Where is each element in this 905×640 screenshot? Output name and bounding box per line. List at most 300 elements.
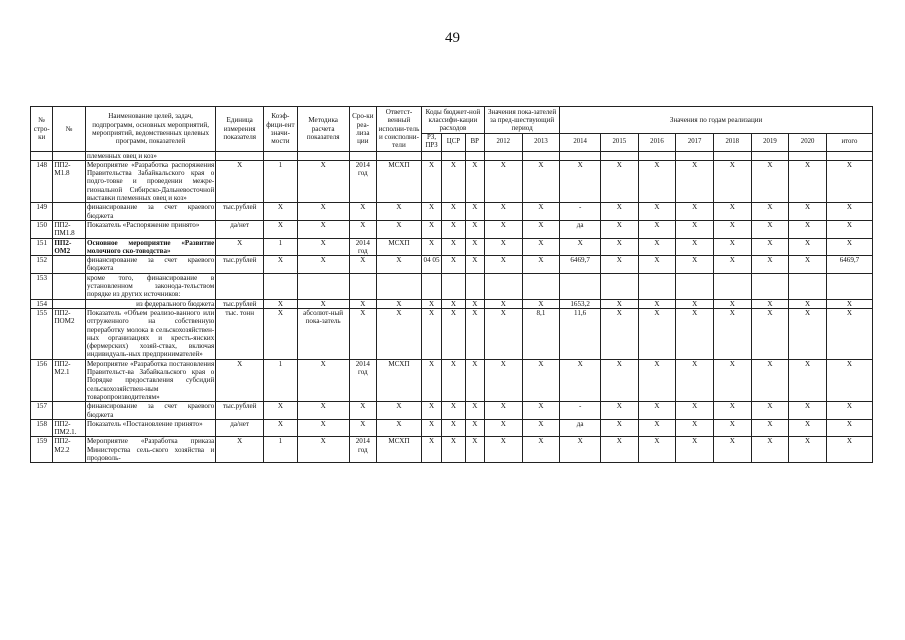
unit-cell: X xyxy=(216,437,264,463)
term-cell: X xyxy=(349,419,376,437)
value-cell-2016: X xyxy=(638,299,676,308)
code-cell xyxy=(53,402,86,420)
name-cell: финансирование за счет краевого бюджета xyxy=(86,256,215,273)
value-cell-2012: X xyxy=(484,437,522,463)
budget-vr-cell: X xyxy=(465,299,484,308)
name-cell: кроме того, финансирование в установленном законода-тельством порядке из других источников: xyxy=(86,273,215,299)
code-cell: ПП2-ПОМ2 xyxy=(53,308,86,359)
value-cell-2013: X xyxy=(522,402,560,420)
value-cell-2019: X xyxy=(751,256,789,274)
total-cell: X xyxy=(826,299,872,308)
value-cell-2018: X xyxy=(713,359,751,401)
budget-csr-cell xyxy=(442,273,465,299)
header-budget-rz: РЗ, ПРЗ xyxy=(421,134,441,152)
value-cell-2018: X xyxy=(713,203,751,221)
row-number-cell: 153 xyxy=(31,273,53,299)
name-cell: Основное мероприятие «Развитие молочного ско-товодства» xyxy=(86,238,215,255)
header-year: 2018 xyxy=(713,134,751,152)
table-body xyxy=(31,151,873,463)
value-cell-2017: X xyxy=(676,359,714,401)
responsible-cell: X xyxy=(377,203,422,221)
budget-csr-cell xyxy=(442,151,465,160)
code-cell: ПП2-М2.2 xyxy=(53,437,86,463)
value-cell-2020: X xyxy=(789,160,827,202)
name-cell: финансирование за счет краевого бюджета xyxy=(86,402,215,419)
value-cell-2014: 1653,2 xyxy=(560,299,601,308)
code-cell xyxy=(53,273,86,299)
budget-rz-cell: X xyxy=(421,359,441,401)
table-row xyxy=(31,359,873,401)
value-cell-2012 xyxy=(484,151,522,160)
header-row-no: № стро-ки xyxy=(31,107,53,152)
responsible-cell: МСХП xyxy=(377,359,422,401)
term-cell: X xyxy=(349,299,376,308)
budget-csr-cell: X xyxy=(442,299,465,308)
unit-cell: X xyxy=(216,359,264,401)
budget-rz-cell: X xyxy=(421,238,441,256)
value-cell-2019 xyxy=(751,273,789,299)
value-cell-2012: X xyxy=(484,299,522,308)
value-cell-2013: X xyxy=(522,299,560,308)
value-cell-2018: X xyxy=(713,402,751,420)
value-cell-2016 xyxy=(638,151,676,160)
total-cell: X xyxy=(826,160,872,202)
value-cell-2020: X xyxy=(789,308,827,359)
value-cell-2015: X xyxy=(600,238,638,256)
value-cell-2015: X xyxy=(600,437,638,463)
header-budget-csr: ЦСР xyxy=(442,134,465,152)
budget-vr-cell: X xyxy=(465,238,484,256)
header-method: Методика расчета показателя xyxy=(297,107,349,152)
code-cell: ПП2-ПМ1.8 xyxy=(53,220,86,238)
value-cell-2012: X xyxy=(484,160,522,202)
value-cell-2013: X xyxy=(522,419,560,437)
name-cell: Показатель «Постановление принято» xyxy=(85,419,215,437)
table-row xyxy=(31,203,873,221)
coef-cell: X xyxy=(264,256,298,274)
term-cell: 2014 год xyxy=(349,238,376,256)
code-cell xyxy=(53,203,86,221)
unit-cell: тыс.рублей xyxy=(216,256,264,274)
value-cell-2012: X xyxy=(484,308,522,359)
value-cell-2015: X xyxy=(600,160,638,202)
value-cell-2019: X xyxy=(751,308,789,359)
value-cell-2016: X xyxy=(638,160,676,202)
header-name: Наименование целей, задач, подпрограмм, основных мероприятий, мероприятий, ведомственных целевых программ, показателей xyxy=(85,107,215,152)
value-cell-2020: X xyxy=(789,402,827,420)
value-cell-2013 xyxy=(522,273,560,299)
total-cell: X xyxy=(826,419,872,437)
coef-cell: X xyxy=(264,203,298,221)
header-year: 2017 xyxy=(676,134,714,152)
unit-cell: X xyxy=(216,238,264,256)
value-cell-2018: X xyxy=(713,220,751,238)
method-cell: X xyxy=(297,160,349,202)
value-cell-2014: - xyxy=(560,402,601,420)
responsible-cell xyxy=(377,151,422,160)
header-coef: Коэф-фици-ент значи-мости xyxy=(264,107,298,152)
row-number-cell: 151 xyxy=(31,238,53,256)
value-cell-2012: X xyxy=(484,402,522,420)
budget-vr-cell: X xyxy=(465,256,484,274)
value-cell-2015: X xyxy=(600,299,638,308)
total-cell: X xyxy=(826,437,872,463)
value-cell-2020: X xyxy=(789,437,827,463)
responsible-cell: МСХП xyxy=(377,437,422,463)
value-cell-2020 xyxy=(789,151,827,160)
table-row xyxy=(31,308,873,359)
value-cell-2017: X xyxy=(676,256,714,274)
value-cell-2017: X xyxy=(676,238,714,256)
row-number-cell: 150 xyxy=(31,220,53,238)
row-number-cell: 152 xyxy=(31,256,53,274)
total-cell xyxy=(826,151,872,160)
budget-vr-cell xyxy=(465,151,484,160)
value-cell-2016 xyxy=(638,273,676,299)
total-cell: X xyxy=(826,220,872,238)
total-cell: 6469,7 xyxy=(826,256,872,274)
header-year: 2016 xyxy=(638,134,676,152)
method-cell: X xyxy=(297,220,349,238)
row-number-cell: 157 xyxy=(31,402,53,420)
value-cell-2017: X xyxy=(676,160,714,202)
value-cell-2012: X xyxy=(484,359,522,401)
value-cell-2017 xyxy=(676,273,714,299)
value-cell-2019: X xyxy=(751,299,789,308)
value-cell-2016: X xyxy=(638,359,676,401)
method-cell xyxy=(297,273,349,299)
budget-vr-cell: X xyxy=(465,160,484,202)
header-year: 2013 xyxy=(522,134,560,152)
responsible-cell: X xyxy=(377,419,422,437)
value-cell-2014: X xyxy=(560,238,601,256)
term-cell xyxy=(349,273,376,299)
value-cell-2017: X xyxy=(676,203,714,221)
coef-cell: 1 xyxy=(264,437,298,463)
value-cell-2016: X xyxy=(638,203,676,221)
term-cell: X xyxy=(349,203,376,221)
responsible-cell: X xyxy=(377,220,422,238)
value-cell-2013: X xyxy=(522,437,560,463)
value-cell-2013: X xyxy=(522,220,560,238)
budget-rz-cell: X xyxy=(421,402,441,420)
responsible-cell: X xyxy=(377,299,422,308)
row-number-cell: 154 xyxy=(31,299,53,308)
name-cell: Мероприятие «Разработка постановления Правительст-ва Забайкальского края о Порядке предоставления субсидий сельскохозяйствен-ным товаропроизводителям» xyxy=(86,359,215,401)
value-cell-2020: X xyxy=(789,203,827,221)
method-cell: X xyxy=(297,359,349,401)
unit-cell: тыс.рублей xyxy=(216,203,264,221)
value-cell-2018: X xyxy=(713,238,751,256)
name-cell: Мероприятие «Разработка распоряжения Правительства Забайкальского края о подго-товке и проведении межре-гиональной Сибирско-Дальневосточной выставки племенных овец и коз» xyxy=(86,160,215,203)
responsible-cell: X xyxy=(377,402,422,420)
value-cell-2020: X xyxy=(789,256,827,274)
value-cell-2018: X xyxy=(713,160,751,202)
coef-cell xyxy=(264,151,298,160)
value-cell-2012: X xyxy=(484,419,522,437)
budget-csr-cell: X xyxy=(442,359,465,401)
value-cell-2019 xyxy=(751,151,789,160)
total-cell: X xyxy=(826,402,872,420)
table-row xyxy=(31,402,873,420)
code-cell: ПП2-ПМ2.1. xyxy=(53,419,86,437)
budget-vr-cell xyxy=(465,273,484,299)
term-cell: 2014 год xyxy=(349,359,376,401)
table-header xyxy=(31,107,873,152)
value-cell-2015: X xyxy=(600,256,638,274)
value-cell-2014: X xyxy=(560,437,601,463)
budget-rz-cell: 04 05 xyxy=(421,256,441,274)
code-cell: ПП2-М1.8 xyxy=(53,160,86,202)
responsible-cell: X xyxy=(377,308,422,359)
header-year: 2015 xyxy=(600,134,638,152)
value-cell-2013: X xyxy=(522,359,560,401)
header-year: 2019 xyxy=(751,134,789,152)
method-cell: X xyxy=(297,437,349,463)
value-cell-2015: X xyxy=(600,359,638,401)
value-cell-2015: X xyxy=(600,308,638,359)
value-cell-2012: X xyxy=(484,220,522,238)
table-row xyxy=(31,299,873,308)
term-cell: 2014 год xyxy=(349,160,376,202)
value-cell-2014 xyxy=(560,273,601,299)
budget-rz-cell: X xyxy=(421,203,441,221)
code-cell: ПП2-М2.1 xyxy=(53,359,86,401)
budget-vr-cell: X xyxy=(465,308,484,359)
value-cell-2014 xyxy=(560,151,601,160)
value-cell-2018 xyxy=(713,273,751,299)
value-cell-2014: X xyxy=(560,160,601,202)
value-cell-2014: - xyxy=(560,203,601,221)
coef-cell: 1 xyxy=(264,359,298,401)
table-row xyxy=(31,256,873,274)
value-cell-2016: X xyxy=(638,238,676,256)
term-cell: X xyxy=(349,402,376,420)
unit-cell xyxy=(216,151,264,160)
method-cell: X xyxy=(297,299,349,308)
row-number-cell: 148 xyxy=(31,160,53,202)
budget-rz-cell: X xyxy=(421,220,441,238)
value-cell-2017: X xyxy=(676,220,714,238)
value-cell-2016: X xyxy=(638,419,676,437)
value-cell-2013: X xyxy=(522,238,560,256)
header-year: 2020 xyxy=(789,134,827,152)
value-cell-2020: X xyxy=(789,419,827,437)
table-row xyxy=(31,238,873,256)
value-cell-2014: да xyxy=(560,419,601,437)
value-cell-2013: 8,1 xyxy=(522,308,560,359)
value-cell-2013: X xyxy=(522,203,560,221)
total-cell xyxy=(826,273,872,299)
row-number-cell xyxy=(31,151,53,160)
value-cell-2017: X xyxy=(676,299,714,308)
value-cell-2019: X xyxy=(751,220,789,238)
budget-csr-cell: X xyxy=(442,220,465,238)
budget-rz-cell xyxy=(421,151,441,160)
method-cell: X xyxy=(297,238,349,256)
responsible-cell: МСХП xyxy=(377,238,422,256)
unit-cell xyxy=(216,273,264,299)
value-cell-2019: X xyxy=(751,437,789,463)
name-cell: Показатель «Распоряжение принято» xyxy=(85,220,215,238)
value-cell-2019: X xyxy=(751,160,789,202)
coef-cell: 1 xyxy=(264,238,298,256)
value-cell-2017: X xyxy=(676,308,714,359)
value-cell-2014: 6469,7 xyxy=(560,256,601,274)
value-cell-2020: X xyxy=(789,238,827,256)
unit-cell: тыс.рублей xyxy=(216,299,264,308)
value-cell-2014: X xyxy=(560,359,601,401)
code-cell xyxy=(53,151,86,160)
budget-csr-cell: X xyxy=(442,238,465,256)
value-cell-2016: X xyxy=(638,308,676,359)
value-cell-2015 xyxy=(600,273,638,299)
coef-cell: X xyxy=(264,402,298,420)
method-cell: X xyxy=(297,256,349,274)
page-number: 49 xyxy=(445,30,460,46)
header-budget-codes: Коды бюджет-ной классифи-кации расходов xyxy=(421,107,484,134)
budget-csr-cell: X xyxy=(442,160,465,202)
total-cell: X xyxy=(826,308,872,359)
value-cell-2012: X xyxy=(484,238,522,256)
budget-vr-cell: X xyxy=(465,437,484,463)
unit-cell: да/нет xyxy=(216,220,264,238)
value-cell-2017 xyxy=(676,151,714,160)
row-number-cell: 159 xyxy=(31,437,53,463)
term-cell: X xyxy=(349,308,376,359)
total-cell: X xyxy=(826,238,872,256)
value-cell-2016: X xyxy=(638,437,676,463)
budget-rz-cell: X xyxy=(421,160,441,202)
coef-cell: X xyxy=(264,299,298,308)
value-cell-2015: X xyxy=(600,203,638,221)
unit-cell: X xyxy=(216,160,264,202)
term-cell xyxy=(349,151,376,160)
header-unit: Единица измерения показателя xyxy=(216,107,264,152)
value-cell-2018: X xyxy=(713,437,751,463)
value-cell-2019: X xyxy=(751,203,789,221)
budget-vr-cell: X xyxy=(465,419,484,437)
budget-vr-cell: X xyxy=(465,359,484,401)
coef-cell: X xyxy=(264,220,298,238)
coef-cell: X xyxy=(264,308,298,359)
name-cell: племенных овец и коз» xyxy=(85,151,215,160)
responsible-cell: МСХП xyxy=(377,160,422,202)
budget-vr-cell: X xyxy=(465,203,484,221)
term-cell: 2014 год xyxy=(349,437,376,463)
value-cell-2020 xyxy=(789,273,827,299)
name-cell: финансирование за счет краевого бюджета xyxy=(86,203,215,220)
value-cell-2018: X xyxy=(713,299,751,308)
method-cell: X xyxy=(297,419,349,437)
row-number-cell: 155 xyxy=(31,308,53,359)
value-cell-2015: X xyxy=(600,419,638,437)
value-cell-2012: X xyxy=(484,256,522,274)
header-year-values: Значения по годам реализации xyxy=(560,107,873,134)
value-cell-2016: X xyxy=(638,220,676,238)
table-row xyxy=(31,220,873,238)
value-cell-2020: X xyxy=(789,220,827,238)
method-cell: X xyxy=(297,203,349,221)
budget-vr-cell: X xyxy=(465,402,484,420)
header-year: 2014 xyxy=(560,134,601,152)
header-term: Сро-ки реа-лиза ции xyxy=(349,107,376,152)
value-cell-2017: X xyxy=(676,402,714,420)
value-cell-2014: 11,6 xyxy=(560,308,601,359)
row-number-cell: 149 xyxy=(31,203,53,221)
responsible-cell xyxy=(377,273,422,299)
table-row xyxy=(31,160,873,202)
value-cell-2013 xyxy=(522,151,560,160)
budget-csr-cell: X xyxy=(442,402,465,420)
value-cell-2015 xyxy=(600,151,638,160)
budget-csr-cell: X xyxy=(442,203,465,221)
value-cell-2015: X xyxy=(600,220,638,238)
header-year: 2012 xyxy=(484,134,522,152)
value-cell-2013: X xyxy=(522,256,560,274)
program-table xyxy=(30,106,873,463)
value-cell-2014: да xyxy=(560,220,601,238)
value-cell-2019: X xyxy=(751,238,789,256)
table-row xyxy=(31,419,873,437)
budget-rz-cell: X xyxy=(421,308,441,359)
value-cell-2019: X xyxy=(751,402,789,420)
budget-rz-cell: X xyxy=(421,299,441,308)
term-cell: X xyxy=(349,220,376,238)
budget-csr-cell: X xyxy=(442,308,465,359)
value-cell-2012: X xyxy=(484,203,522,221)
header-prior-values: Значения пока-зателей за пред-шествующий период xyxy=(484,107,559,134)
value-cell-2015: X xyxy=(600,402,638,420)
method-cell: абсолют-ный пока-затель xyxy=(297,308,349,359)
value-cell-2016: X xyxy=(638,256,676,274)
table-row xyxy=(31,273,873,299)
header-total: итого xyxy=(826,134,872,152)
method-cell: X xyxy=(297,402,349,420)
table-row xyxy=(31,437,873,463)
total-cell: X xyxy=(826,203,872,221)
name-cell: Показатель «Объем реализо-ванного или отгруженного на собственную переработку молока в сельскохозяйствен-ных организациях и кресть-янских (фермерских) хозяй-ствах, включая индивидуаль-ных предпринимателей» xyxy=(86,308,215,359)
coef-cell: 1 xyxy=(264,160,298,202)
budget-rz-cell: X xyxy=(421,419,441,437)
budget-vr-cell: X xyxy=(465,220,484,238)
code-cell xyxy=(53,299,86,308)
name-cell: Мероприятие «Разработка приказа Министерства сель-ского хозяйства и продоволь- xyxy=(86,437,215,462)
value-cell-2013: X xyxy=(522,160,560,202)
unit-cell: тыс. тонн xyxy=(216,308,264,359)
row-number-cell: 156 xyxy=(31,359,53,401)
value-cell-2019: X xyxy=(751,359,789,401)
header-budget-vr: ВР xyxy=(465,134,484,152)
header-responsible: Ответст-венный исполни-тель и соисполни-тели xyxy=(377,107,422,152)
value-cell-2018: X xyxy=(713,256,751,274)
value-cell-2018: X xyxy=(713,419,751,437)
value-cell-2020: X xyxy=(789,359,827,401)
row-number-cell: 158 xyxy=(31,419,53,437)
total-cell: X xyxy=(826,359,872,401)
unit-cell: да/нет xyxy=(216,419,264,437)
budget-csr-cell: X xyxy=(442,437,465,463)
method-cell xyxy=(297,151,349,160)
name-cell: из федерального бюджета xyxy=(85,299,215,308)
value-cell-2020: X xyxy=(789,299,827,308)
budget-rz-cell: X xyxy=(421,437,441,463)
value-cell-2018 xyxy=(713,151,751,160)
code-cell: ПП2-ОМ2 xyxy=(53,238,86,256)
code-cell xyxy=(53,256,86,274)
value-cell-2017: X xyxy=(676,419,714,437)
value-cell-2012 xyxy=(484,273,522,299)
